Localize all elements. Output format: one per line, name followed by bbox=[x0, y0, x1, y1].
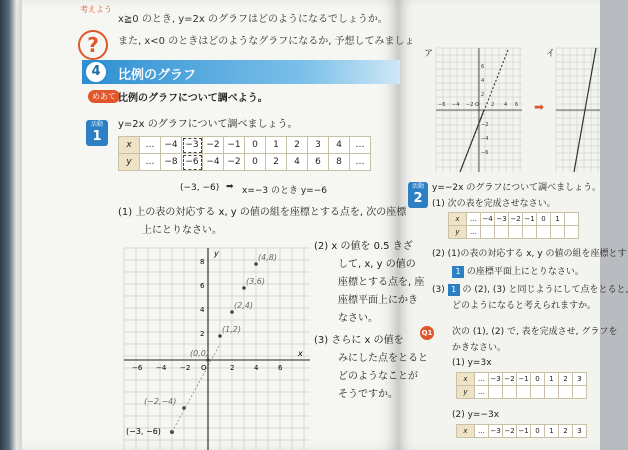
table-cell: … bbox=[475, 425, 489, 438]
blank-cell[interactable] bbox=[573, 386, 587, 399]
table-cell: −1 bbox=[517, 425, 531, 438]
y-tick-label: 6 bbox=[481, 64, 485, 70]
y-tick-label: −4 bbox=[481, 136, 489, 142]
q1-line-2: 上にとりなさい。 bbox=[142, 225, 222, 236]
table-row-y bbox=[457, 386, 587, 399]
table-cell: −1 bbox=[523, 213, 537, 226]
think-tag: 考えよう bbox=[80, 5, 112, 14]
blank-cell[interactable] bbox=[559, 386, 573, 399]
a2-q3-line-1: の (2), (3) と同じようにして点をとると, bbox=[462, 285, 628, 295]
activity-1-heading: y=2x のグラフについて調べましょう。 bbox=[118, 119, 298, 130]
graph-i-label: イ bbox=[546, 49, 556, 59]
table-row-x bbox=[457, 373, 587, 386]
x-tick-label: 2 bbox=[491, 102, 495, 108]
point bbox=[230, 310, 234, 314]
blank-cell[interactable] bbox=[517, 386, 531, 399]
x-axis-label: x bbox=[298, 349, 303, 358]
blank-cell[interactable] bbox=[523, 226, 537, 239]
table-cell bbox=[565, 213, 579, 226]
q2-line-2: して, x, y の値の bbox=[338, 259, 416, 270]
blank-cell[interactable] bbox=[509, 226, 523, 239]
x-tick-label: −4 bbox=[452, 102, 460, 108]
handwritten-label: (2,4) bbox=[234, 301, 253, 310]
x-tick-label: 2 bbox=[230, 364, 235, 372]
handwritten-label: (3,6) bbox=[246, 277, 265, 286]
table-cell: −8 bbox=[161, 154, 182, 171]
table-cell: −1 bbox=[517, 373, 531, 386]
table-row-y bbox=[449, 226, 579, 239]
table-cell: 0 bbox=[245, 137, 266, 154]
x-tick-label: −6 bbox=[132, 364, 143, 372]
table-cell: 8 bbox=[329, 154, 350, 171]
table-header-x: x bbox=[457, 373, 475, 386]
table-cell: 1 bbox=[545, 425, 559, 438]
arrow-right-icon: ➡ bbox=[534, 100, 545, 114]
x-tick-label: 4 bbox=[254, 364, 259, 372]
activity-2-heading: y=−2x のグラフについて調べましょう。 bbox=[432, 183, 602, 193]
graph-i bbox=[556, 48, 600, 172]
table-cell: 2 bbox=[559, 425, 573, 438]
a2-q2-line-2-wrap bbox=[452, 264, 584, 278]
table-cell: 4 bbox=[287, 154, 308, 171]
a2-q1: (1) 次の表を完成させなさい。 bbox=[432, 199, 556, 209]
section-number: 4 bbox=[84, 60, 108, 84]
table-cell: −3 bbox=[489, 425, 503, 438]
x-tick-label: 4 bbox=[504, 102, 508, 108]
activity-label: 活動 bbox=[90, 121, 103, 128]
think-line-1: x≧0 のとき, y=2x のグラフはどのようになるでしょうか。 bbox=[118, 14, 388, 25]
activity-label: 活動 bbox=[411, 183, 424, 190]
point bbox=[254, 262, 258, 266]
q3-line-4: そうですか。 bbox=[338, 389, 398, 400]
y-axis-label: y bbox=[214, 249, 219, 258]
table-cell-highlighted: −6 bbox=[182, 154, 203, 171]
activity-2-badge bbox=[408, 182, 428, 208]
q3-line-2: みにした点をとると bbox=[338, 353, 428, 364]
table-cell: 0 bbox=[245, 154, 266, 171]
q2-line-3: 座標とする点を, 座 bbox=[338, 277, 425, 288]
q-item-1: (1) y=3x bbox=[452, 358, 492, 368]
table-cell: … bbox=[467, 213, 481, 226]
a2-q3-line-2: どのようになると考えられますか。 bbox=[452, 301, 597, 311]
table-cell: … bbox=[467, 226, 481, 239]
x-tick-label: −6 bbox=[438, 102, 446, 108]
table-cell: 3 bbox=[573, 373, 587, 386]
printed-point-label: (−3, −6) bbox=[126, 427, 161, 436]
q-item-2: (2) y=−3x bbox=[452, 410, 500, 420]
table-cell: −2 bbox=[503, 373, 517, 386]
q1-line-1: (1) 上の表の対応する x, y の値の組を座標とする点を, 次の座標 bbox=[118, 207, 407, 218]
table-row-x bbox=[457, 425, 587, 438]
ref-badge: 1 bbox=[448, 284, 460, 296]
table-cell: 4 bbox=[329, 137, 350, 154]
table-header-x: x bbox=[119, 137, 140, 154]
q2-line-5: なさい。 bbox=[338, 313, 378, 324]
table-cell-highlighted: −3 bbox=[182, 137, 203, 154]
blank-cell[interactable] bbox=[489, 386, 503, 399]
a2-q2-line-2: の座標平面上にとりなさい。 bbox=[466, 267, 584, 277]
table-row-x bbox=[449, 213, 579, 226]
table-header-x: x bbox=[449, 213, 467, 226]
think-line-2: また, x<0 のときはどのようなグラフになるか, 予想してみましょ bbox=[118, 36, 415, 47]
arrow-right-icon: ➡ bbox=[226, 182, 234, 192]
a2-q3-line-1-wrap bbox=[432, 282, 628, 296]
q2-line-1: (2) x の値を 0.5 きざ bbox=[314, 241, 413, 252]
plotted-points bbox=[170, 262, 258, 434]
activity-2-table bbox=[448, 212, 579, 239]
table-cell: 0 bbox=[531, 373, 545, 386]
aim-text: 比例のグラフについて調べよう。 bbox=[118, 93, 268, 104]
table-cell: … bbox=[350, 137, 371, 154]
table-cell: −4 bbox=[161, 137, 182, 154]
x-tick-label: 6 bbox=[515, 102, 519, 108]
table-cell: … bbox=[140, 137, 161, 154]
table-cell: −4 bbox=[481, 213, 495, 226]
origin-label: O bbox=[201, 364, 207, 372]
table-cell: 2 bbox=[287, 137, 308, 154]
origin-label: O bbox=[475, 102, 479, 108]
point bbox=[242, 286, 246, 290]
blank-cell[interactable] bbox=[531, 386, 545, 399]
note-pair: (−3, −6) bbox=[180, 183, 220, 193]
table-cell: −2 bbox=[203, 137, 224, 154]
question-mark-icon: ? bbox=[78, 30, 108, 60]
table-cell: … bbox=[350, 154, 371, 171]
y-tick-label: −2 bbox=[481, 122, 489, 128]
blank-cell[interactable] bbox=[503, 386, 517, 399]
blank-cell[interactable] bbox=[551, 226, 565, 239]
activity-number: 1 bbox=[92, 129, 102, 144]
x-tick-label: −4 bbox=[156, 364, 167, 372]
handwritten-labels bbox=[144, 253, 277, 406]
section-title: 比例のグラフ bbox=[118, 68, 197, 83]
aim-badge: めあて bbox=[88, 90, 120, 103]
table-cell: 6 bbox=[308, 154, 329, 171]
table-cell: 2 bbox=[266, 154, 287, 171]
blank-cell[interactable] bbox=[565, 226, 579, 239]
a2-q3-prefix: (3) bbox=[432, 285, 445, 295]
y-tick-label: 8 bbox=[200, 258, 205, 266]
table-cell: −4 bbox=[203, 154, 224, 171]
blank-cell[interactable] bbox=[545, 386, 559, 399]
table-cell: 3 bbox=[308, 137, 329, 154]
table-cell: 3 bbox=[573, 425, 587, 438]
table-cell: 0 bbox=[531, 425, 545, 438]
value-table bbox=[118, 136, 371, 171]
table-header-y: y bbox=[119, 154, 140, 171]
y-tick-label: 2 bbox=[481, 92, 485, 98]
activity-1-badge bbox=[86, 120, 108, 146]
handwritten-label: (−2,−4) bbox=[144, 397, 177, 406]
table-cell: 1 bbox=[266, 137, 287, 154]
y-tick-label: 6 bbox=[200, 282, 205, 290]
table-cell: −2 bbox=[224, 154, 245, 171]
activity-number: 2 bbox=[413, 191, 423, 206]
y-tick-label: 4 bbox=[481, 78, 485, 84]
table-cell: 2 bbox=[559, 373, 573, 386]
table-header-y: y bbox=[449, 226, 467, 239]
table-cell: −2 bbox=[503, 425, 517, 438]
handwritten-label: (4,8) bbox=[258, 253, 277, 262]
table-row-y bbox=[119, 154, 371, 171]
q3-line-1: (3) さらに x の値を bbox=[314, 335, 404, 346]
blank-cell[interactable] bbox=[495, 226, 509, 239]
table-header-x: x bbox=[457, 425, 475, 438]
ref-badge: 1 bbox=[452, 266, 464, 278]
y-tick-label: 2 bbox=[200, 330, 205, 338]
table-cell: … bbox=[475, 373, 489, 386]
a2-q2-line-1: (2) (1)の表の対応する x, y の値の組を座標とす bbox=[432, 249, 627, 259]
y-tick-label: −6 bbox=[481, 150, 489, 156]
table-cell: −3 bbox=[489, 373, 503, 386]
table-cell: −2 bbox=[509, 213, 523, 226]
table-cell: 1 bbox=[545, 373, 559, 386]
x-tick-label: 6 bbox=[278, 364, 283, 372]
q3-line-3: どのようなことが bbox=[338, 371, 418, 382]
q2-line-4: 座標平面上にかき bbox=[338, 295, 418, 306]
q-line-2: かきなさい。 bbox=[452, 343, 507, 353]
x-tick-label: −2 bbox=[180, 364, 191, 372]
table-header-y: y bbox=[457, 386, 475, 399]
point bbox=[206, 358, 210, 362]
point bbox=[218, 334, 222, 338]
y-tick-label: 4 bbox=[200, 306, 205, 314]
blank-cell[interactable] bbox=[481, 226, 495, 239]
table-cell: 0 bbox=[537, 213, 551, 226]
graph-a-label: ア bbox=[424, 49, 434, 59]
x-tick-label: −2 bbox=[466, 102, 474, 108]
note-text: x=−3 のとき y=−6 bbox=[242, 186, 327, 196]
table-cell: −3 bbox=[495, 213, 509, 226]
q1-table bbox=[456, 372, 587, 399]
table-row-x bbox=[119, 137, 371, 154]
table-cell: −1 bbox=[224, 137, 245, 154]
table-cell: … bbox=[475, 386, 489, 399]
graph-a bbox=[436, 48, 522, 172]
handwritten-label: (1,2) bbox=[222, 325, 241, 334]
q-line-1: 次の (1), (2) で, 表を完成させ, グラフを bbox=[452, 327, 618, 337]
q1-badge: Q1 bbox=[420, 326, 434, 340]
grid-lines bbox=[124, 248, 310, 450]
q2-table bbox=[456, 424, 587, 438]
table-cell: 1 bbox=[551, 213, 565, 226]
table-cell: … bbox=[140, 154, 161, 171]
blank-cell[interactable] bbox=[537, 226, 551, 239]
coordinate-grid bbox=[124, 248, 310, 450]
handwritten-label: (0,0) bbox=[190, 349, 209, 358]
